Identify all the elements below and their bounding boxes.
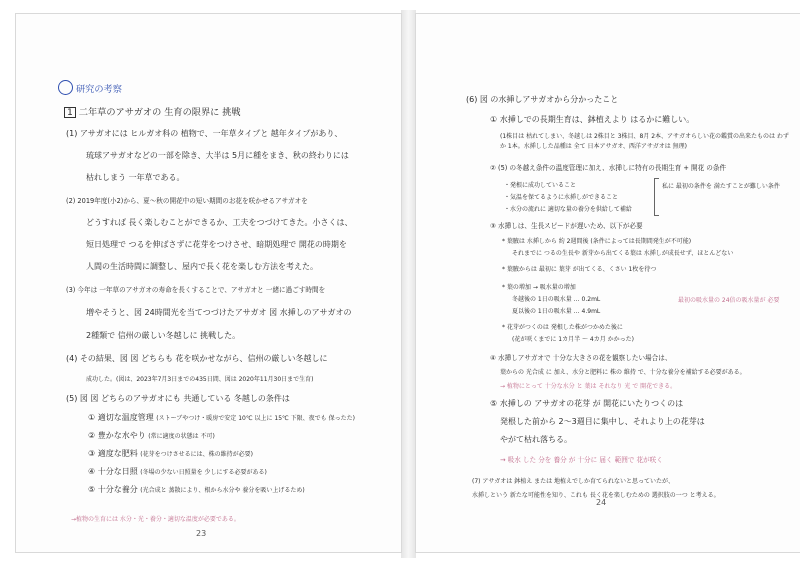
p2-line-3: 短日処理で つるを伸ばさずに花芽をつけさせ、暗期処理で 開花の時期を (86, 240, 347, 249)
s2-item-3: ・水分の流れに 適切な量の養分を供給して補給 (504, 206, 632, 213)
p3-line-3: 2種類で 信州の厳しい冬越しに 挑戦した。 (86, 331, 241, 340)
s1-title: ① 水挿しでの長期生育は、鉢植えより はるかに難しい。 (490, 115, 695, 124)
s3-title: ③ 水挿しは、生長スピードが遅いため、以下が必要 (490, 222, 643, 230)
condition-label: 十分な日照 (97, 467, 138, 476)
condition-note: (常に適度の状態は 不可) (148, 433, 215, 440)
page-number: 23 (196, 529, 207, 538)
s7-line-2: 水挿しという 新たな可能性を知り、これも 長く花を楽しむための 選択肢の一つ と考える。 (472, 492, 720, 499)
condition-number: ③ (88, 449, 96, 458)
s3-bullet-1-note: それまでに つるの生長や 新芽から出てくる葉は 水挿しが成長せず、ほとんどない (512, 250, 734, 257)
s3-row-2: 夏以後の 1日の吸水量 … 4.9mL (512, 308, 601, 315)
section-heading (64, 104, 241, 118)
condition-note: (光合成と 蒸散により、根から水分や 養分を吸い上げるため) (140, 487, 305, 494)
condition-note: (ストーブやつけ・暖房で安定 10℃ 以上に 15℃ 下限、夜でも 保ったた) (156, 415, 355, 422)
book-gutter (401, 10, 416, 558)
condition-label: 豊かな水やり (97, 431, 146, 440)
left-footnote: →植物の生育には 水分・光・養分・適切な温度が必要である。 (71, 516, 240, 523)
page-number: 24 (596, 498, 607, 507)
p4-line-2: 成功した。(図は、2023年7月3日までの435日間、図は 2020年11月30日まで生育) (86, 376, 314, 383)
s5-line-2: 発根した前から 2～3週目に集中し、それより上の花芽は (500, 417, 705, 426)
s3-bullet-4-note: (花が咲くまでに 1カ月半 ～ 4カ月 かかった) (512, 336, 634, 343)
s3-bullet-2: * 葉腋からは 最初に 葉芽 が出てくる、くさい 1枚を待つ (502, 266, 657, 273)
condition-number: ④ (88, 467, 96, 476)
p4-line-1: (4) その結果、図 図 どちらも 花を咲かせながら、信州の厳しい冬越しに (66, 354, 328, 363)
s3-bullet-1: * 葉腋は 水挿しから 約 2週間後 (条件によっては長期間発生が不可能) (502, 238, 692, 245)
condition-number: ② (88, 431, 96, 440)
s2-brace-note: 私に 最初の条件を 満たすことが難しい条件 (662, 183, 780, 190)
s3-bullet-4: * 花芽がつくのは 発根した株がつかめた後に (502, 324, 623, 331)
s3-pink-note: 最初の吸水量の 24倍の吸水量が 必要 (678, 297, 780, 304)
condition-number: ⑤ (88, 485, 96, 494)
condition-4 (88, 466, 267, 477)
condition-note: (花芽をつけさせるには、株の維持が必要) (140, 451, 253, 458)
section-number: 1 (64, 107, 76, 118)
p3-line-1: (3) 今年は 一年草のアサガオの寿命を長くすることで、アサガオと 一緒に過ごす時間を (66, 286, 326, 294)
s2-title: ② (5) の冬越え条件の温度管理に加え、水挿しに特有の長期生育 + 開花 の条件 (490, 164, 727, 172)
p1-line-1: (1) アサガオには ヒルガオ科の 植物で、一年草タイプと 越年タイプがあり、 (66, 129, 343, 138)
p1-line-3: 枯れしまう 一年草である。 (86, 173, 185, 182)
right-page (416, 14, 800, 552)
s3-bullet-3: * 葉の増加 → 吸水量の増加 (502, 284, 576, 291)
s5-pink-note: → 吸水 した 分を 養分 が 十分に 届く 範囲で 花が咲く (500, 456, 663, 464)
s4-line-2: 葉からの 光合成 に 加え、水分と肥料に 株の 維持 で、十分な養分を補給する必要がある。 (500, 369, 746, 376)
page-title: 研究の考察 (76, 84, 122, 95)
condition-label: 十分な養分 (97, 485, 138, 494)
s5-line-3: やがて枯れ落ちる。 (500, 435, 572, 444)
s2-brace (654, 178, 659, 216)
condition-label: 適度な肥料 (97, 449, 138, 458)
p2-line-4: 人間の生活時間に調整し、屋内で長く花を楽しむ方法を考えた。 (86, 262, 318, 271)
condition-label: 適切な温度管理 (97, 413, 154, 422)
p2-line-2: どうすれば 長く楽しむことができるか、工夫をつづけてきた。小さくは、 (86, 218, 353, 227)
title-mark-icon (58, 80, 73, 95)
s3-row-1: 冬越後の 1日の吸水量 … 0.2mL (512, 296, 601, 303)
s7-line-1: (7) アサガオは 鉢植え または 地植えでしか育てられないと思っていたが、 (472, 478, 675, 485)
condition-note: (冬場の少ない日照量を 少しにする必要がある) (140, 469, 267, 476)
s1-note: (1株目は 枯れてしまい、冬越しは 2株目と 3株目、8月 2本、アサガオらしい花の鑑賞の出来たものは わずか 1本。水挿しした品種は 全て 日本アサガオ、西洋アサガオは 無理) (500, 133, 789, 150)
p2-line-1: (2) 2019年度(小2)から、夏～秋の開花中の短い期間のお花を咲かせるアサガオを (66, 197, 308, 205)
s5-line-1: ⑤ 水挿しの アサガオの花芽 が 開花にいたりつくのは (490, 399, 684, 408)
section-heading-text: 二年草のアサガオの 生育の限界に 挑戦 (78, 107, 241, 118)
s2-item-1: ・発根に成功していること (504, 182, 577, 189)
right-heading: (6) 図 の水挿しアサガオから分かったこと (466, 95, 619, 104)
condition-3 (88, 448, 253, 459)
condition-1 (88, 412, 355, 423)
s4-line-1: ④ 水挿しアサガオで 十分な大きさの花を観察したい場合は、 (490, 354, 672, 362)
p5-intro: (5) 図 図 どちらのアサガオにも 共通している 冬越しの条件は (66, 394, 290, 403)
condition-number: ① (88, 413, 96, 422)
p1-line-2: 琉球アサガオなどの一部を除き、大半は 5月に種をまき、秋の終わりには (86, 151, 349, 160)
s2-item-2: ・気温を保てるように水挿しができること (504, 194, 619, 201)
s4-pink-note: → 植物にとって 十分な水分 と 葉は それなり 光 で 開花できる。 (500, 383, 677, 390)
condition-5 (88, 484, 305, 495)
left-page (16, 14, 401, 552)
condition-2 (88, 430, 215, 441)
p3-line-2: 増やそうと、図 24時間光を当てつづけたアサガオ 図 水挿しのアサガオの (86, 308, 352, 317)
